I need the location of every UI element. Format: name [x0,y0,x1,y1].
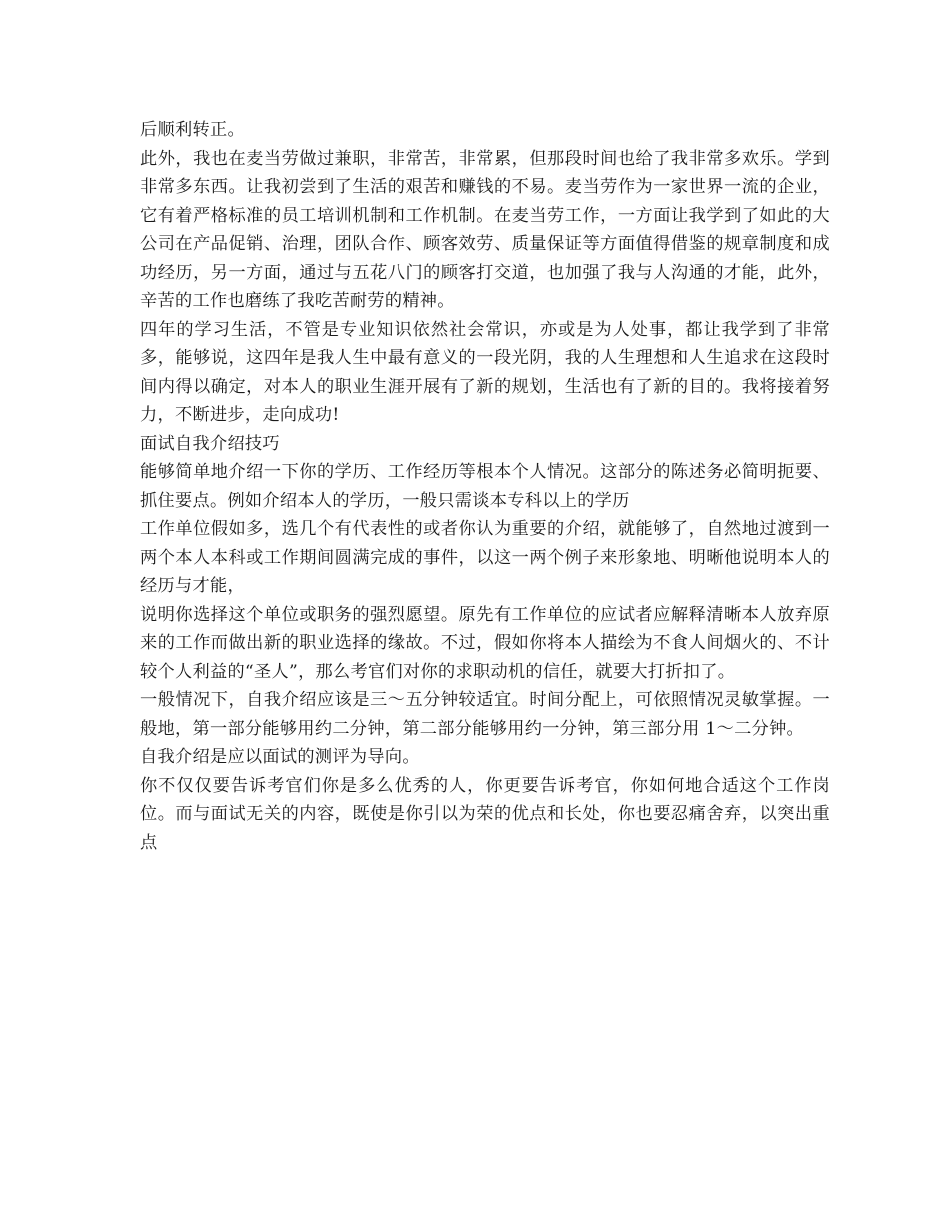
paragraph-work-units: 工作单位假如多，选几个有代表性的或者你认为重要的介绍，就能够了，自然地过渡到一两个本人本科或工作期间圆满完成的事件，以这一两个例子来形象地、明晰他说明本人的经历与才能， [140,519,830,596]
paragraph-four-years: 四年的学习生活，不管是专业知识依然社会常识，亦或是为人处事，都让我学到了非常多，能够说，这四年是我人生中最有意义的一段光阴，我的人生理想和人生追求在这段时间内得以确定，对本人的职业生涯开展有了新的规划，生活也有了新的目的。我将接着努力，不断进步，走向成功! [140,319,830,425]
paragraph-mcdonalds: 此外，我也在麦当劳做过兼职，非常苦，非常累，但那段时间也给了我非常多欢乐。学到非常多东西。让我初尝到了生活的艰苦和赚钱的不易。麦当劳作为一家世界一流的企业，它有着严格标准的员工培训机制和工作机制。在麦当劳工作，一方面让我学到了如此的大公司在产品促销、治理，团队合作、顾客效劳、质量保证等方面值得借鉴的规章制度和成功经历，另一方面，通过与五花八门的顾客打交道，也加强了我与人沟通的才能，此外，辛苦的工作也磨练了我吃苦耐劳的精神。 [140,148,830,311]
paragraph-orientation: 自我介绍是应以面试的测评为导向。 [140,747,420,767]
paragraph-continuation: 后顺利转正。 [140,120,245,140]
paragraph-focus: 你不仅仅要告诉考官们你是多么优秀的人，你更要告诉考官，你如何地合适这个工作岗位。而与面试无关的内容，既使是你引以为荣的优点和长处，你也要忍痛舍弃，以突出重点 [140,775,830,853]
paragraph-motivation: 说明你选择这个单位或职务的强烈愿望。原先有工作单位的应试者应解释清晰本人放弃原来的工作而做出新的职业选择的缘故。不过，假如你将本人描绘为不食人间烟火的、不计较个人利益的“圣人”，那么考官们对你的求职动机的信任，就要大打折扣了。 [140,604,830,682]
paragraph-timing: 一般情况下，自我介绍应该是三～五分钟较适宜。时间分配上，可依照情况灵敏掌握。一般地，第一部分能够用约二分钟，第二部分能够用约一分钟，第三部分用 1～二分钟。 [140,690,830,739]
document-body [140,116,830,857]
paragraph-education: 能够简单地介绍一下你的学历、工作经历等根本个人情况。这部分的陈述务必简明扼要、抓住要点。例如介绍本人的学历，一般只需谈本专科以上的学历 [140,462,830,511]
section-heading: 面试自我介绍技巧 [140,433,280,454]
